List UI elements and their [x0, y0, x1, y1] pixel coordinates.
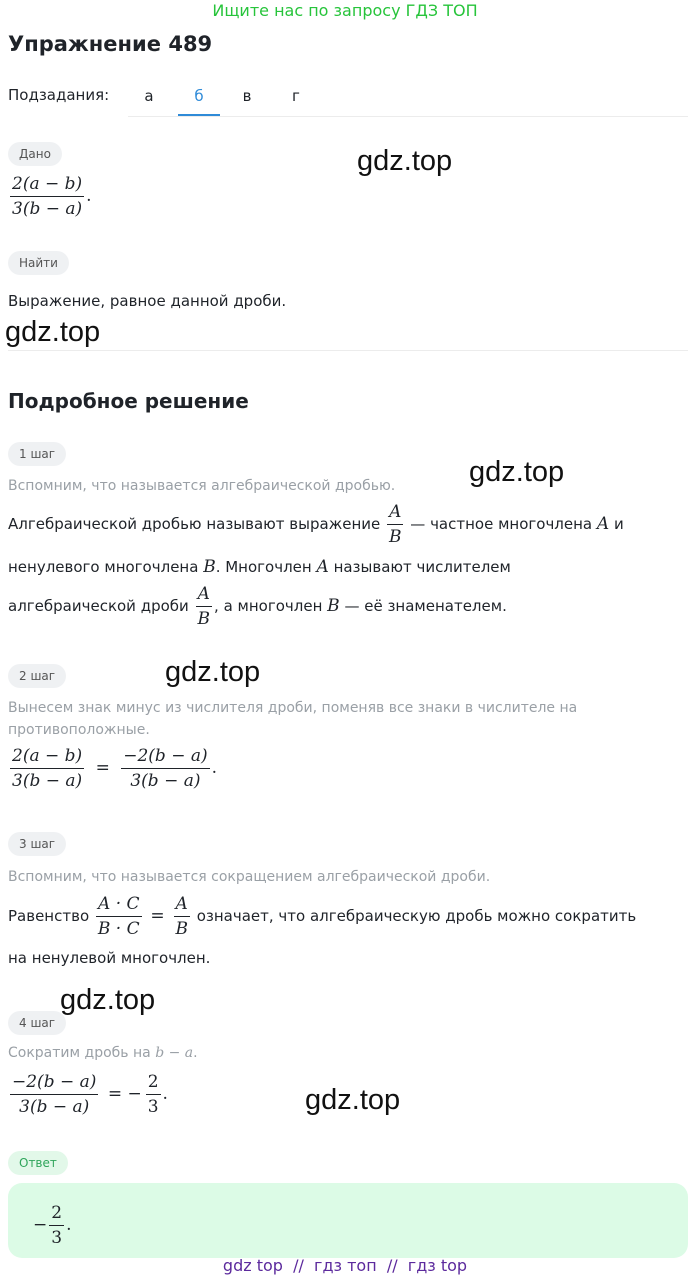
step-1-line-3: алгебраической дроби $\frac{A}{B}$ , а многочлен B — её знаменателем.	[8, 584, 507, 629]
tab-a[interactable]: а	[144, 87, 154, 105]
step-4-hint: Сократим дробь на b − a.	[8, 1045, 198, 1061]
step-3-chip: 3 шаг	[8, 832, 66, 856]
watermark: gdz.top	[357, 145, 453, 177]
step-3-hint: Вспомним, что называется сокращением алгебраической дроби.	[8, 869, 491, 885]
given-period: .	[86, 186, 92, 206]
search-banner: Ищите нас по запросу ГДЗ ТОП	[212, 1, 478, 20]
subtasks-label: Подзадания:	[8, 86, 110, 104]
step-4-chip: 4 шаг	[8, 1011, 66, 1035]
answer-box	[8, 1183, 688, 1258]
answer-expression: − $\frac{2}{3}$ .	[33, 1203, 72, 1248]
step-2-hint: Вынесем знак минус из числителя дроби, поменяв все знаки в числителе на противоположные.	[8, 700, 578, 738]
footer-links: gdz top // гдз топ // гдз top	[222, 1256, 468, 1275]
step-1-line-2: ненулевого многочлена B. Многочлен A называют числителем	[8, 557, 511, 577]
given-expression	[8, 172, 92, 221]
step-2-chip: 2 шаг	[8, 664, 66, 688]
fraction-a-over-b: $\frac{A}{B}$	[197, 584, 211, 629]
fraction-a-over-b: $\frac{A}{B}$	[389, 502, 402, 547]
step-1-hint: Вспомним, что называется алгебраической дробью.	[8, 478, 396, 494]
step-1-chip: 1 шаг	[8, 442, 66, 466]
watermark: gdz.top	[305, 1084, 401, 1116]
subtasks-tabs	[128, 80, 688, 117]
given-denominator: 3(b − a)	[12, 199, 83, 219]
tab-v[interactable]: в	[242, 87, 252, 105]
divider	[8, 350, 688, 351]
step-3-line-1: Равенство $\frac{A \cdot C}{B \cdot C}$ = $\frac{A}{B}$ означает, что алгебраическую дробь можно сократить	[8, 894, 637, 939]
answer-chip: Ответ	[8, 1151, 68, 1175]
given-chip: Дано	[8, 142, 62, 166]
tab-b[interactable]: б	[178, 84, 220, 116]
find-text: Выражение, равное данной дроби.	[8, 292, 287, 310]
tab-g[interactable]: г	[292, 87, 300, 105]
page-title: Упражнение 489	[8, 32, 213, 56]
watermark: gdz.top	[165, 656, 261, 688]
watermark: gdz.top	[60, 984, 156, 1016]
step-3-line-2: на ненулевой многочлен.	[8, 949, 211, 967]
step-4-equation: $\frac{-2(b - a)}{3(b - a)}$ = − $\frac{2}{3}$ .	[12, 1072, 168, 1117]
given-fraction	[10, 172, 84, 221]
find-chip: Найти	[8, 251, 69, 275]
watermark: gdz.top	[469, 456, 565, 488]
step-2-equation: $\frac{2(a - b)}{3(b - a)}$ = $\frac{-2(b - a)}{3(b - a)}$ .	[12, 746, 218, 791]
watermark: gdz.top	[5, 316, 101, 348]
given-numerator: 2(a − b)	[10, 172, 84, 197]
step-1-line-1: Алгебраической дробью называют выражение $\frac{A}{B}$ — частное многочлена A и	[8, 502, 624, 547]
solution-title: Подробное решение	[8, 389, 249, 413]
